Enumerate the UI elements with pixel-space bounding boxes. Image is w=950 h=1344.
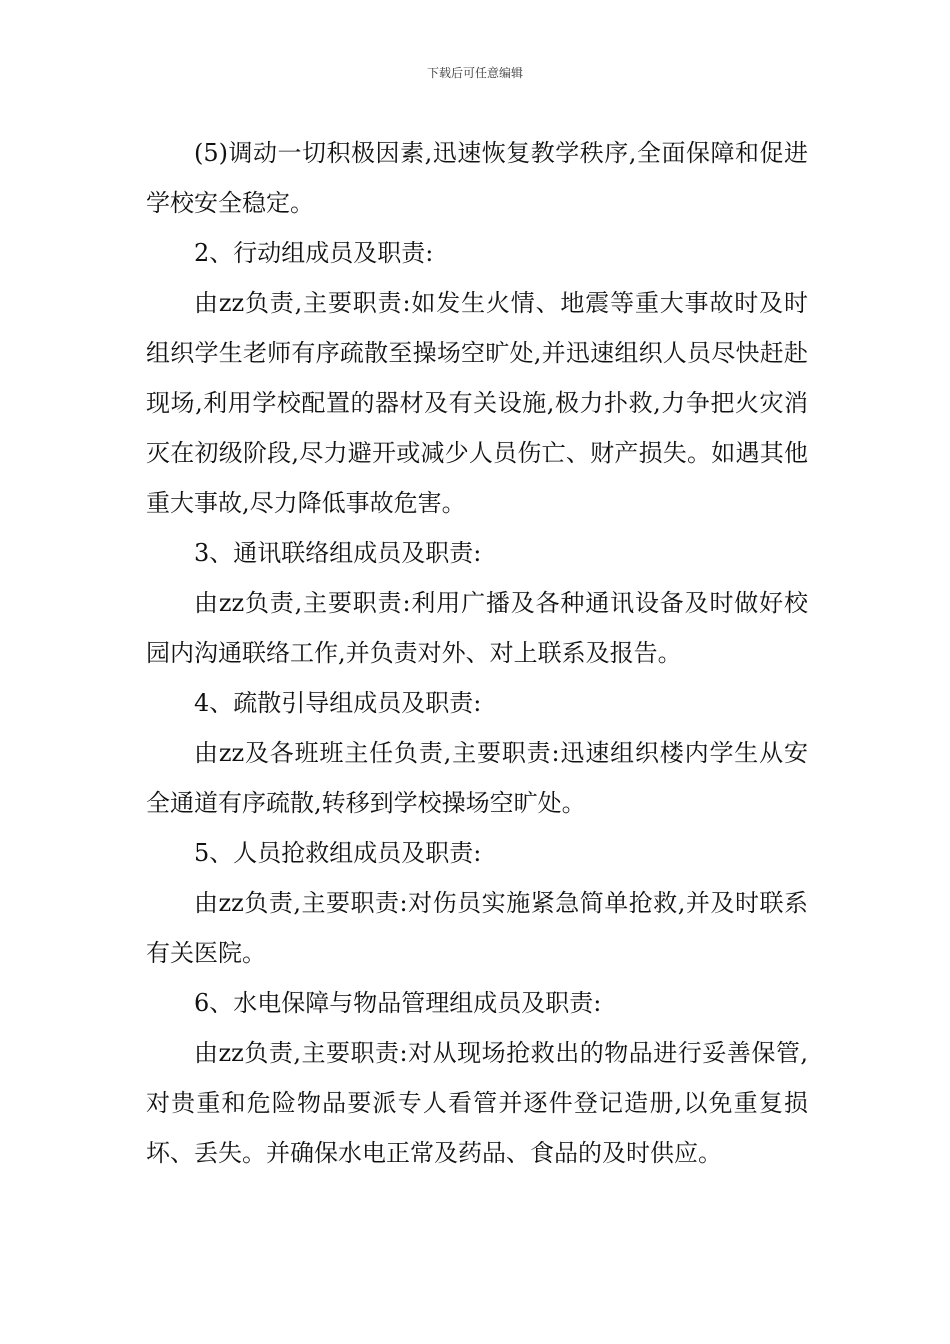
paragraph-communication-group-duties: 由zz负责,主要职责:利用广播及各种通讯设备及时做好校园内沟通联络工作,并负责对外、对上联系及报告。	[146, 589, 808, 667]
heading-action-group: 2、行动组成员及职责:	[194, 239, 434, 267]
heading-utilities-group: 6、水电保障与物品管理组成员及职责:	[194, 989, 602, 1017]
paragraph-rescue-group-duties: 由zz负责,主要职责:对伤员实施紧急简单抢救,并及时联系有关医院。	[146, 889, 808, 967]
page-header: 下载后可任意编辑	[426, 66, 523, 80]
paragraph-action-group-duties: 由zz负责,主要职责:如发生火情、地震等重大事故时及时组织学生老师有序疏散至操场空旷处,并迅速组织人员尽快赶赴现场,利用学校配置的器材及有关设施,极力扑救,力争把火灾消灭在初级阶段,尽力避开或减少人员伤亡、财产损失。如遇其他重大事故,尽力降低事故危害。	[146, 289, 808, 517]
document-body	[146, 128, 808, 1178]
heading-evacuation-group: 4、疏散引导组成员及职责:	[194, 689, 482, 717]
heading-rescue-group: 5、人员抢救组成员及职责:	[194, 839, 482, 867]
paragraph-utilities-group-duties: 由zz负责,主要职责:对从现场抢救出的物品进行妥善保管,对贵重和危险物品要派专人看管并逐件登记造册,以免重复损坏、丢失。并确保水电正常及药品、食品的及时供应。	[146, 1039, 808, 1167]
paragraph-evacuation-group-duties: 由zz及各班班主任负责,主要职责:迅速组织楼内学生从安全通道有序疏散,转移到学校操场空旷处。	[146, 739, 808, 817]
paragraph-goal-5: (5)调动一切积极因素,迅速恢复教学秩序,全面保障和促进学校安全稳定。	[146, 139, 808, 217]
heading-communication-group: 3、通讯联络组成员及职责:	[194, 539, 482, 567]
